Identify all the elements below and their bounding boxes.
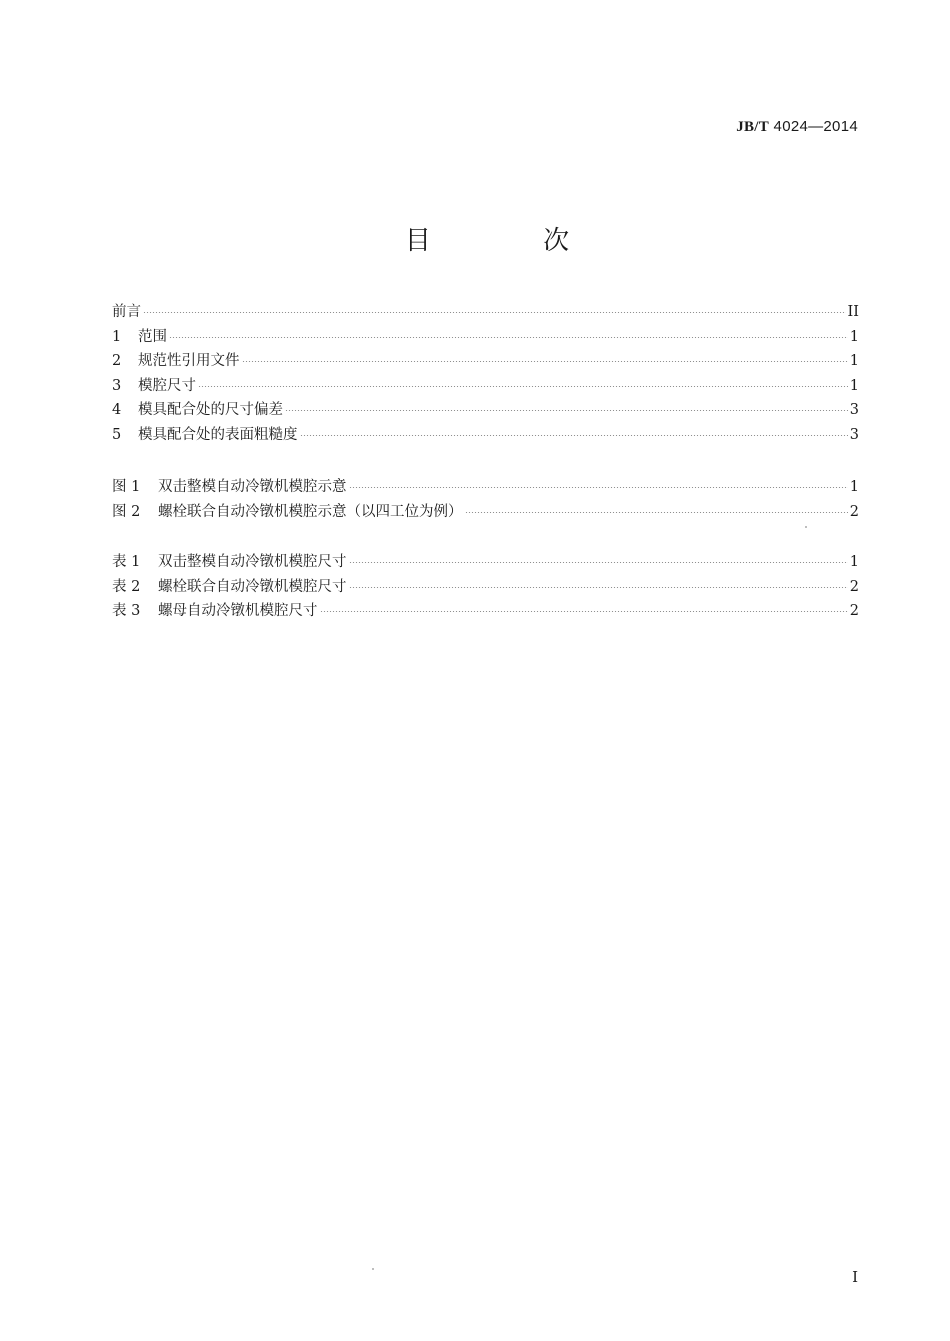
toc-figures — [112, 475, 859, 524]
toc-table-3[interactable] — [112, 599, 859, 624]
toc-entry-number: 2 — [112, 353, 122, 369]
toc-figure-page: 2 — [849, 503, 859, 520]
toc-entry-page: 3 — [849, 402, 859, 418]
toc-entry-page: II — [847, 304, 859, 320]
toc-figure-label: 双击整模自动冷镦机模腔示意 — [158, 479, 347, 495]
scan-speck — [805, 526, 807, 528]
toc-figure-number: 图 1 — [112, 479, 141, 495]
toc-entry-label: 范围 — [138, 328, 167, 345]
toc-table-page: 1 — [849, 554, 859, 570]
toc-entry-page: 3 — [849, 426, 859, 443]
page-number: I — [852, 1268, 858, 1286]
toc-entry-4[interactable] — [112, 398, 859, 423]
toc-entry-number: 4 — [112, 402, 122, 418]
toc-entry-number: 5 — [112, 426, 122, 443]
leader-dots — [349, 587, 848, 588]
leader-dots — [300, 435, 848, 436]
toc-figure-2[interactable] — [112, 500, 859, 525]
standard-number: 4024—2014 — [773, 118, 858, 135]
toc-table-number: 表 1 — [112, 554, 141, 570]
toc-table-page: 2 — [849, 578, 859, 595]
leader-dots — [465, 512, 848, 513]
leader-dots — [320, 611, 848, 612]
toc-entry-label: 模腔尺寸 — [138, 377, 196, 394]
toc-figure-number: 图 2 — [112, 503, 141, 520]
leader-dots — [169, 337, 848, 338]
leader-dots — [143, 312, 846, 313]
toc-entry-page: 1 — [849, 377, 859, 394]
toc-entry-2[interactable] — [112, 349, 859, 374]
leader-dots — [349, 487, 848, 488]
toc-entry-label: 规范性引用文件 — [138, 353, 240, 369]
toc-table-label: 螺母自动冷镦机模腔尺寸 — [158, 603, 318, 619]
toc-table-number: 表 2 — [112, 578, 141, 595]
leader-dots — [285, 410, 848, 411]
toc-entry-foreword[interactable] — [112, 300, 859, 325]
toc-table-label: 螺栓联合自动冷镦机模腔尺寸 — [158, 578, 347, 595]
toc-figure-page: 1 — [849, 479, 859, 495]
toc-entry-number: 3 — [112, 377, 122, 394]
toc-table-1[interactable] — [112, 550, 859, 575]
toc-figure-label: 螺栓联合自动冷镦机模腔示意（以四工位为例） — [158, 503, 463, 520]
toc-table-number: 表 3 — [112, 603, 141, 619]
toc-tables — [112, 550, 859, 624]
toc-entry-label: 前言 — [112, 304, 141, 320]
leader-dots — [349, 562, 848, 563]
toc-table-page: 2 — [849, 603, 859, 619]
toc-entry-page: 1 — [849, 353, 859, 369]
toc-entry-1[interactable] — [112, 325, 859, 350]
toc-entry-3[interactable] — [112, 374, 859, 399]
page-title: 目 次 — [404, 226, 622, 256]
toc-table-2[interactable] — [112, 575, 859, 600]
toc-entry-page: 1 — [849, 328, 859, 345]
scan-speck — [372, 1268, 374, 1270]
leader-dots — [242, 361, 848, 362]
toc-figure-1[interactable] — [112, 475, 859, 500]
leader-dots — [198, 386, 848, 387]
standard-prefix: JB/T — [736, 119, 770, 135]
toc-entry-label: 模具配合处的尺寸偏差 — [138, 402, 283, 418]
toc-sections — [112, 300, 859, 447]
standard-code — [736, 118, 858, 136]
toc-entry-label: 模具配合处的表面粗糙度 — [138, 426, 298, 443]
toc-entry-5[interactable] — [112, 423, 859, 448]
toc-entry-number: 1 — [112, 328, 122, 345]
toc-table-label: 双击整模自动冷镦机模腔尺寸 — [158, 554, 347, 570]
